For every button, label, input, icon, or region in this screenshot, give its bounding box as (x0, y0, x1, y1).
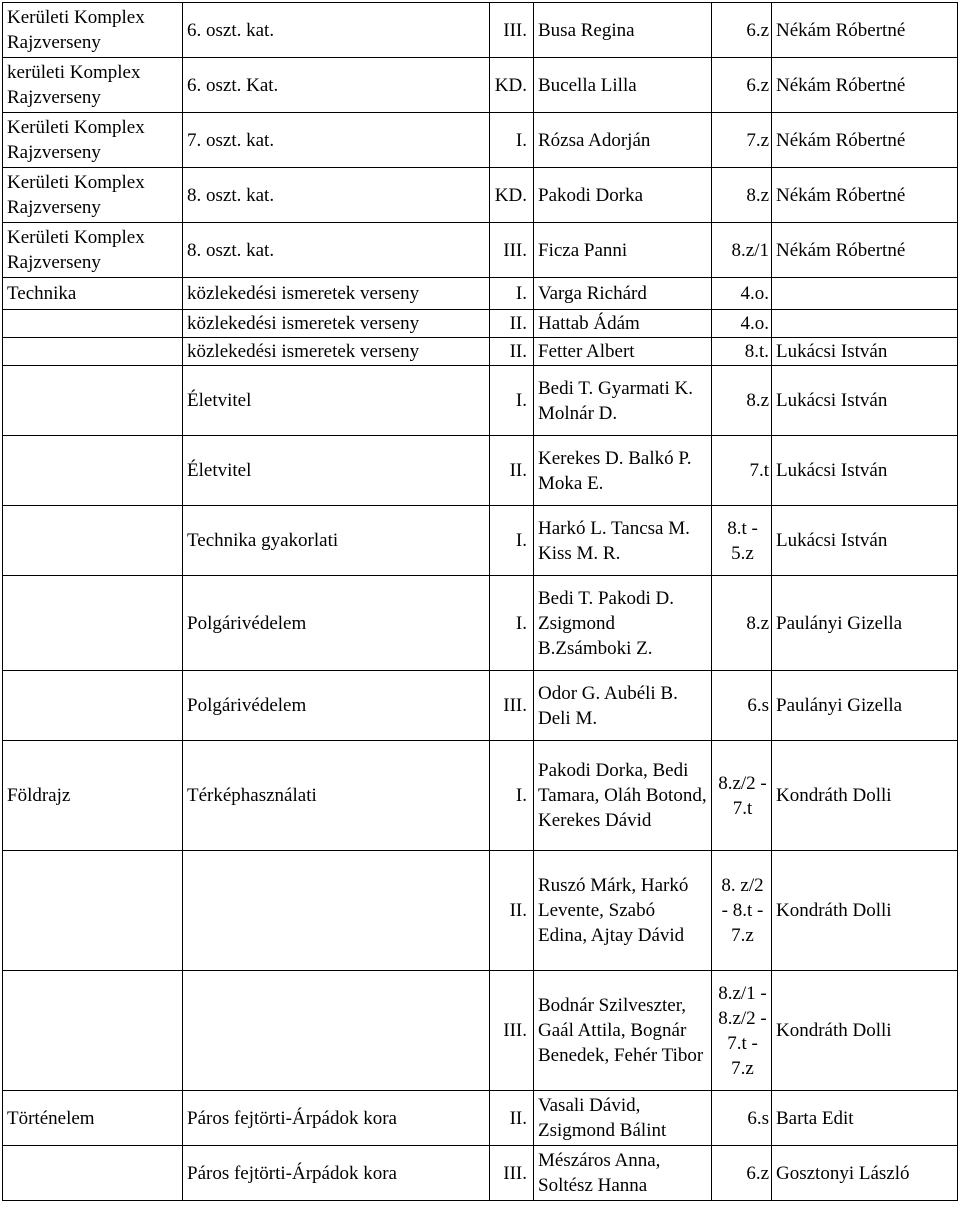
competition-cell (183, 971, 490, 1091)
students-cell: Rózsa Adorján (534, 113, 712, 168)
table-row (3, 223, 958, 278)
subject-cell: Földrajz (3, 741, 183, 851)
rank-cell: I. (490, 366, 534, 436)
students-cell: Odor G. Aubéli B. Deli M. (534, 671, 712, 741)
table-row (3, 1091, 958, 1146)
class-cell: 8.z/2 - 7.t (712, 741, 772, 851)
competition-cell: 6. oszt. Kat. (183, 58, 490, 113)
class-cell: 6.z (712, 58, 772, 113)
class-cell: 6.s (712, 671, 772, 741)
class-cell: 8.z/1 (712, 223, 772, 278)
table-row (3, 338, 958, 366)
students-cell: Bucella Lilla (534, 58, 712, 113)
competition-cell: 8. oszt. kat. (183, 168, 490, 223)
competition-cell: közlekedési ismeretek verseny (183, 310, 490, 338)
students-cell: Vasali Dávid, Zsigmond Bálint (534, 1091, 712, 1146)
subject-cell (3, 436, 183, 506)
subject-cell (3, 971, 183, 1091)
class-cell: 6.z (712, 3, 772, 58)
teacher-cell: Barta Edit (772, 1091, 958, 1146)
table-row (3, 310, 958, 338)
students-cell: Fetter Albert (534, 338, 712, 366)
students-cell: Harkó L. Tancsa M. Kiss M. R. (534, 506, 712, 576)
rank-cell: III. (490, 223, 534, 278)
subject-cell (3, 310, 183, 338)
competition-cell (183, 851, 490, 971)
students-cell: Mészáros Anna, Soltész Hanna (534, 1146, 712, 1201)
teacher-cell: Nékám Róbertné (772, 223, 958, 278)
teacher-cell: Lukácsi István (772, 338, 958, 366)
class-cell: 8.t. (712, 338, 772, 366)
class-cell: 8.z (712, 576, 772, 671)
subject-cell (3, 1146, 183, 1201)
teacher-cell: Nékám Róbertné (772, 113, 958, 168)
teacher-cell: Lukácsi István (772, 506, 958, 576)
competition-cell: közlekedési ismeretek verseny (183, 278, 490, 310)
teacher-cell (772, 278, 958, 310)
teacher-cell: Kondráth Dolli (772, 971, 958, 1091)
rank-cell: III. (490, 1146, 534, 1201)
competition-cell: Polgárivédelem (183, 576, 490, 671)
subject-cell (3, 851, 183, 971)
table-row (3, 278, 958, 310)
rank-cell: I. (490, 278, 534, 310)
competition-cell: 6. oszt. kat. (183, 3, 490, 58)
teacher-cell: Nékám Róbertné (772, 168, 958, 223)
table-row (3, 113, 958, 168)
subject-cell: Kerületi Komplex Rajzverseny (3, 113, 183, 168)
table-row (3, 1146, 958, 1201)
competition-cell: Életvitel (183, 366, 490, 436)
competition-cell: Életvitel (183, 436, 490, 506)
teacher-cell: Lukácsi István (772, 366, 958, 436)
subject-cell: Kerületi Komplex Rajzverseny (3, 3, 183, 58)
rank-cell: II. (490, 338, 534, 366)
subject-cell (3, 338, 183, 366)
competition-cell: Páros fejtörti-Árpádok kora (183, 1091, 490, 1146)
table-row (3, 971, 958, 1091)
students-cell: Bedi T. Gyarmati K. Molnár D. (534, 366, 712, 436)
table-row (3, 506, 958, 576)
competition-cell: 8. oszt. kat. (183, 223, 490, 278)
class-cell: 7.z (712, 113, 772, 168)
class-cell: 8.z (712, 168, 772, 223)
competition-cell: közlekedési ismeretek verseny (183, 338, 490, 366)
class-cell: 4.o. (712, 278, 772, 310)
rank-cell: III. (490, 971, 534, 1091)
rank-cell: I. (490, 113, 534, 168)
students-cell: Bodnár Szilveszter, Gaál Attila, Bognár Benedek, Fehér Tibor (534, 971, 712, 1091)
rank-cell: III. (490, 3, 534, 58)
table-row (3, 366, 958, 436)
students-cell: Hattab Ádám (534, 310, 712, 338)
subject-cell: Történelem (3, 1091, 183, 1146)
class-cell: 6.z (712, 1146, 772, 1201)
teacher-cell (772, 310, 958, 338)
students-cell: Pakodi Dorka (534, 168, 712, 223)
students-cell: Bedi T. Pakodi D. Zsigmond B.Zsámboki Z. (534, 576, 712, 671)
rank-cell: II. (490, 436, 534, 506)
rank-cell: I. (490, 576, 534, 671)
subject-cell (3, 366, 183, 436)
teacher-cell: Lukácsi István (772, 436, 958, 506)
teacher-cell: Kondráth Dolli (772, 851, 958, 971)
table-row (3, 851, 958, 971)
subject-cell: Kerületi Komplex Rajzverseny (3, 168, 183, 223)
teacher-cell: Nékám Róbertné (772, 58, 958, 113)
results-table-body (3, 3, 958, 1201)
teacher-cell: Nékám Róbertné (772, 3, 958, 58)
subject-cell (3, 671, 183, 741)
teacher-cell: Paulányi Gizella (772, 576, 958, 671)
teacher-cell: Kondráth Dolli (772, 741, 958, 851)
class-cell: 6.s (712, 1091, 772, 1146)
class-cell: 8.t - 5.z (712, 506, 772, 576)
subject-cell (3, 576, 183, 671)
students-cell: Kerekes D. Balkó P. Moka E. (534, 436, 712, 506)
rank-cell: II. (490, 310, 534, 338)
students-cell: Ficza Panni (534, 223, 712, 278)
table-row (3, 741, 958, 851)
students-cell: Busa Regina (534, 3, 712, 58)
rank-cell: I. (490, 741, 534, 851)
table-row (3, 671, 958, 741)
class-cell: 8. z/2 - 8.t - 7.z (712, 851, 772, 971)
table-row (3, 3, 958, 58)
table-row (3, 168, 958, 223)
students-cell: Varga Richárd (534, 278, 712, 310)
rank-cell: III. (490, 671, 534, 741)
results-table (2, 2, 958, 1201)
document-page (2, 2, 957, 1224)
competition-cell: Térképhasználati (183, 741, 490, 851)
competition-cell: Páros fejtörti-Árpádok kora (183, 1146, 490, 1201)
students-cell: Ruszó Márk, Harkó Levente, Szabó Edina, Ajtay Dávid (534, 851, 712, 971)
rank-cell: KD. (490, 168, 534, 223)
rank-cell: I. (490, 506, 534, 576)
teacher-cell: Paulányi Gizella (772, 671, 958, 741)
table-row (3, 58, 958, 113)
subject-cell (3, 506, 183, 576)
teacher-cell: Gosztonyi László (772, 1146, 958, 1201)
table-row (3, 576, 958, 671)
students-cell: Pakodi Dorka, Bedi Tamara, Oláh Botond, Kerekes Dávid (534, 741, 712, 851)
class-cell: 8.z (712, 366, 772, 436)
class-cell: 7.t (712, 436, 772, 506)
subject-cell: kerületi Komplex Rajzverseny (3, 58, 183, 113)
class-cell: 8.z/1 - 8.z/2 - 7.t - 7.z (712, 971, 772, 1091)
rank-cell: II. (490, 1091, 534, 1146)
subject-cell: Kerületi Komplex Rajzverseny (3, 223, 183, 278)
class-cell: 4.o. (712, 310, 772, 338)
table-row (3, 436, 958, 506)
subject-cell: Technika (3, 278, 183, 310)
competition-cell: 7. oszt. kat. (183, 113, 490, 168)
rank-cell: KD. (490, 58, 534, 113)
rank-cell: II. (490, 851, 534, 971)
competition-cell: Technika gyakorlati (183, 506, 490, 576)
competition-cell: Polgárivédelem (183, 671, 490, 741)
